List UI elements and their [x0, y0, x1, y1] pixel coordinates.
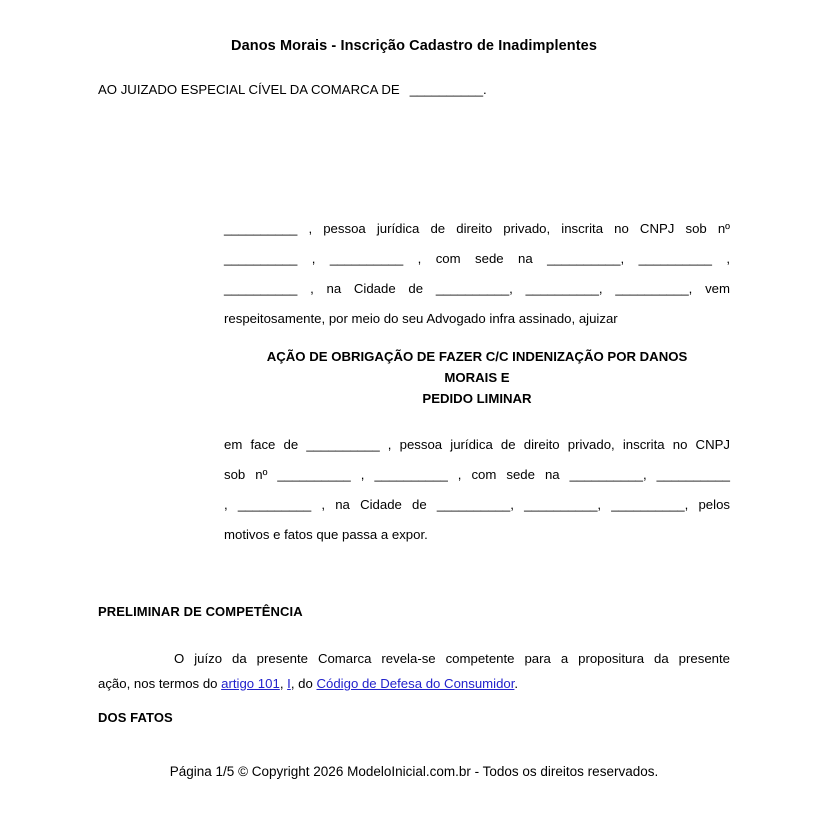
- link-inciso-i[interactable]: I: [287, 676, 291, 691]
- action-title-line-3: PEDIDO LIMINAR: [422, 391, 532, 406]
- action-title-heading: [224, 346, 730, 409]
- defendant-line-1: em face de __________ , pessoa jurídica de direito privado, inscrita no CNPJ: [224, 437, 730, 452]
- action-title-line-1: AÇÃO DE OBRIGAÇÃO DE FAZER C/C INDENIZAÇÃO POR DANOS: [266, 349, 688, 364]
- section-heading-fatos: DOS FATOS: [98, 710, 173, 725]
- page-title: Danos Morais - Inscrição Cadastro de Inadimplentes: [231, 38, 597, 54]
- defendant-line-3: , __________ , na Cidade de __________, __________, __________, pelos: [224, 497, 730, 512]
- addressee-text: AO JUIZADO ESPECIAL CÍVEL DA COMARCA DE: [98, 82, 400, 97]
- preliminar-line-1: O juízo da presente Comarca revela-se competente para a propositura da presente: [174, 651, 730, 666]
- plaintiff-qualification-block: [224, 214, 730, 334]
- action-title-line-2: MORAIS E: [444, 370, 510, 385]
- page-footer: Página 1/5 © Copyright 2026 ModeloInicial.com.br - Todos os direitos reservados.: [169, 764, 659, 779]
- addressee-terminator: .: [483, 82, 487, 97]
- section-heading-preliminar: PRELIMINAR DE COMPETÊNCIA: [98, 604, 303, 619]
- preliminar-line-2: [98, 671, 730, 696]
- preliminar-line-2-prefix: ação, nos termos do: [98, 676, 222, 691]
- preliminar-line-2-suffix: .: [514, 676, 519, 691]
- defendant-line-4: motivos e fatos que passa a expor.: [224, 527, 428, 542]
- preliminar-sep-1: ,: [279, 676, 288, 691]
- defendant-qualification-block: [224, 430, 730, 550]
- preliminar-paragraph: [98, 646, 730, 696]
- plaintiff-line-4: respeitosamente, por meio do seu Advogado infra assinado, ajuizar: [224, 311, 618, 326]
- addressee-line: [98, 82, 738, 99]
- addressee-blank: __________: [409, 82, 484, 97]
- plaintiff-line-3: __________ , na Cidade de __________, __________, __________, vem: [224, 281, 730, 296]
- link-codigo-defesa-consumidor[interactable]: Código de Defesa do Consumidor: [316, 676, 515, 691]
- defendant-line-2: sob nº __________ , __________ , com sede na __________, __________: [224, 467, 730, 482]
- plaintiff-line-1: __________ , pessoa jurídica de direito privado, inscrita no CNPJ sob nº: [224, 221, 730, 236]
- preliminar-sep-2: , do: [290, 676, 317, 691]
- plaintiff-line-2: __________ , __________ , com sede na __________, __________ ,: [224, 251, 730, 266]
- link-artigo-101[interactable]: artigo 101: [221, 676, 280, 691]
